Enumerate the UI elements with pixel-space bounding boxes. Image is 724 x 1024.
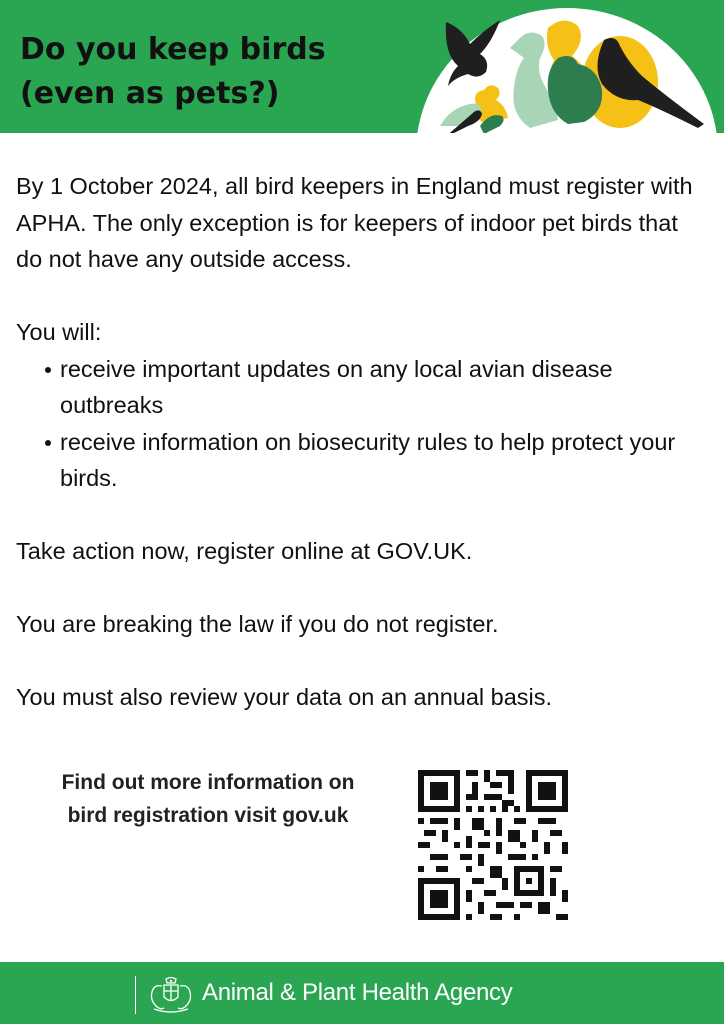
more-info-text (28, 766, 388, 832)
main-content (16, 168, 708, 716)
footer-banner (0, 962, 724, 1024)
royal-coat-of-arms-icon (146, 976, 196, 1014)
more-info-line-1: Find out more information on (61, 771, 355, 794)
title-line-2: (even as pets?) (20, 76, 280, 111)
footer-divider (135, 976, 136, 1014)
qr-code-icon (418, 770, 568, 920)
intro-paragraph: By 1 October 2024, all bird keepers in England must register with APHA. The only exception is for keepers of indoor pet birds that do not have any outside access. (16, 173, 693, 272)
page-title (20, 28, 326, 116)
list-item: receive important updates on any local avian disease outbreaks (60, 351, 708, 424)
agency-name: Animal & Plant Health Agency (202, 979, 513, 1006)
list-item: receive information on biosecurity rules to help protect your birds. (60, 424, 708, 497)
more-info-line-2: bird registration visit gov.uk (67, 804, 349, 827)
header-banner (0, 0, 724, 133)
take-action-text: Take action now, register online at GOV.UK. (16, 538, 473, 564)
law-warning-text: You are breaking the law if you do not register. (16, 611, 499, 637)
annual-review-text: You must also review your data on an annual basis. (16, 684, 553, 710)
you-will-heading: You will: (16, 319, 102, 345)
title-line-1: Do you keep birds (20, 32, 326, 67)
benefits-list (16, 351, 708, 497)
